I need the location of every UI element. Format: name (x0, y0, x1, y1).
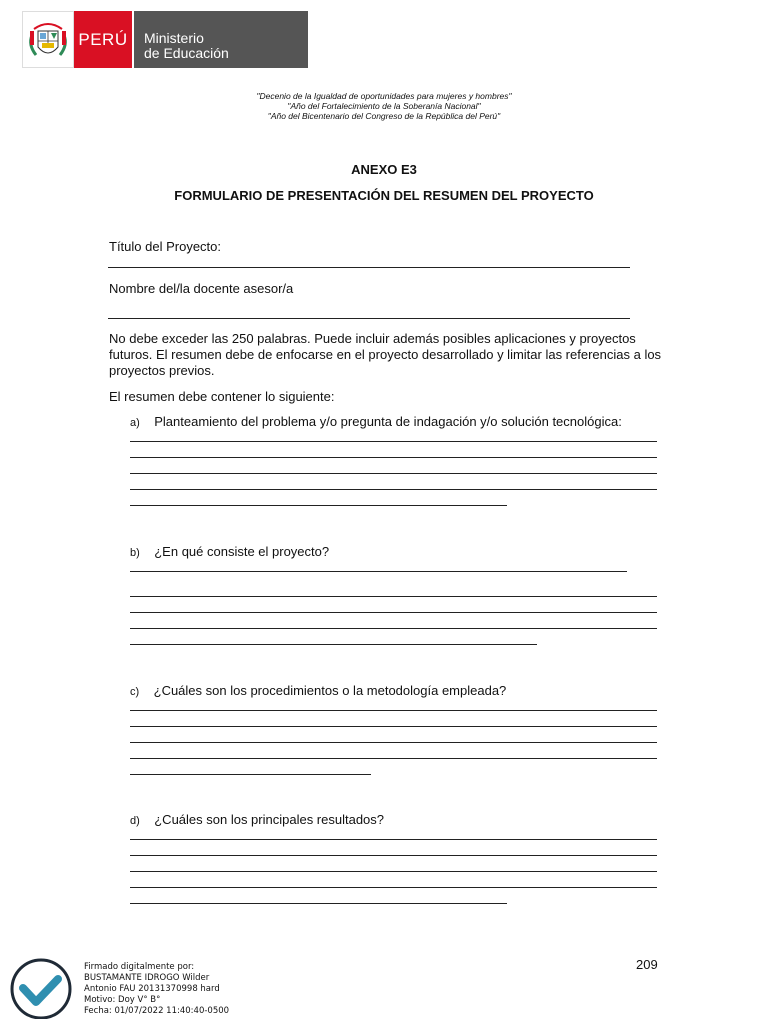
page-number: 209 (636, 957, 658, 972)
answer-b-line[interactable] (130, 612, 657, 613)
question-d (130, 812, 384, 829)
answer-a-line[interactable] (130, 505, 507, 506)
peru-coat-of-arms-icon (22, 11, 74, 68)
answer-b-line[interactable] (130, 644, 537, 645)
ministry-line-2: de Educación (144, 45, 229, 61)
ministry-logo (22, 11, 308, 68)
ministry-line-1: Ministerio (144, 30, 204, 46)
question-letter: d) (130, 815, 140, 827)
signature-line: Antonio FAU 20131370998 hard (84, 984, 220, 994)
answer-a-line[interactable] (130, 441, 657, 442)
answer-c-line[interactable] (130, 710, 657, 711)
question-letter: b) (130, 547, 140, 559)
answer-c-line[interactable] (130, 758, 657, 759)
signature-line: BUSTAMANTE IDROGO Wilder (84, 973, 210, 983)
question-letter: a) (130, 417, 140, 429)
motto-line: "Año del Bicentenario del Congreso de la República del Perú" (267, 111, 501, 121)
advisor-line[interactable] (108, 318, 630, 319)
question-text: ¿Cuáles son los procedimientos o la metodología empleada? (153, 683, 507, 698)
question-b (130, 544, 329, 561)
ministry-name (132, 11, 308, 68)
peru-label: PERÚ (74, 11, 132, 68)
advisor-label: Nombre del/la docente asesor/a (109, 281, 294, 296)
answer-c-line[interactable] (130, 726, 657, 727)
answer-c-line[interactable] (130, 742, 657, 743)
answer-a-line[interactable] (130, 489, 657, 490)
annex-title: ANEXO E3 (351, 162, 417, 177)
form-title: FORMULARIO DE PRESENTACIÓN DEL RESUMEN DEL PROYECTO (174, 188, 594, 203)
instructions-paragraph: No debe exceder las 250 palabras. Puede incluir además posibles aplicaciones y proyectos futuros. El resumen debe de enfocarse en el proyecto desarrollado y limitar las referencias a los proyectos previos. (109, 331, 662, 378)
signature-line: Motivo: Doy V° B° (84, 995, 161, 1005)
contents-intro: El resumen debe contener lo siguiente: (109, 389, 335, 404)
answer-d-line[interactable] (130, 855, 657, 856)
official-mottos (0, 91, 768, 121)
motto-line: "Decenio de la Igualdad de oportunidades para mujeres y hombres" (256, 91, 512, 101)
project-title-label: Título del Proyecto: (109, 239, 221, 254)
signature-check-icon (6, 957, 76, 1019)
answer-d-line[interactable] (130, 839, 657, 840)
answer-a-line[interactable] (130, 473, 657, 474)
question-text: Planteamiento del problema y/o pregunta de indagación y/o solución tecnológica: (154, 414, 622, 429)
question-letter: c) (130, 686, 140, 698)
answer-d-line[interactable] (130, 871, 657, 872)
digital-signature-info (84, 962, 229, 1017)
question-a (130, 414, 622, 431)
question-c (130, 683, 506, 700)
answer-d-line[interactable] (130, 903, 507, 904)
motto-line: "Año del Fortalecimiento de la Soberanía Nacional" (287, 101, 481, 111)
question-text: ¿Cuáles son los principales resultados? (154, 812, 385, 827)
project-title-line[interactable] (108, 267, 630, 268)
answer-d-line[interactable] (130, 887, 657, 888)
signature-line: Fecha: 01/07/2022 11:40:40-0500 (84, 1006, 230, 1016)
answer-a-line[interactable] (130, 457, 657, 458)
question-text: ¿En qué consiste el proyecto? (154, 544, 330, 559)
answer-b-line[interactable] (130, 628, 657, 629)
answer-b-line[interactable] (130, 596, 657, 597)
answer-b-line[interactable] (130, 571, 627, 572)
signature-line: Firmado digitalmente por: (84, 962, 195, 972)
answer-c-line[interactable] (130, 774, 371, 775)
